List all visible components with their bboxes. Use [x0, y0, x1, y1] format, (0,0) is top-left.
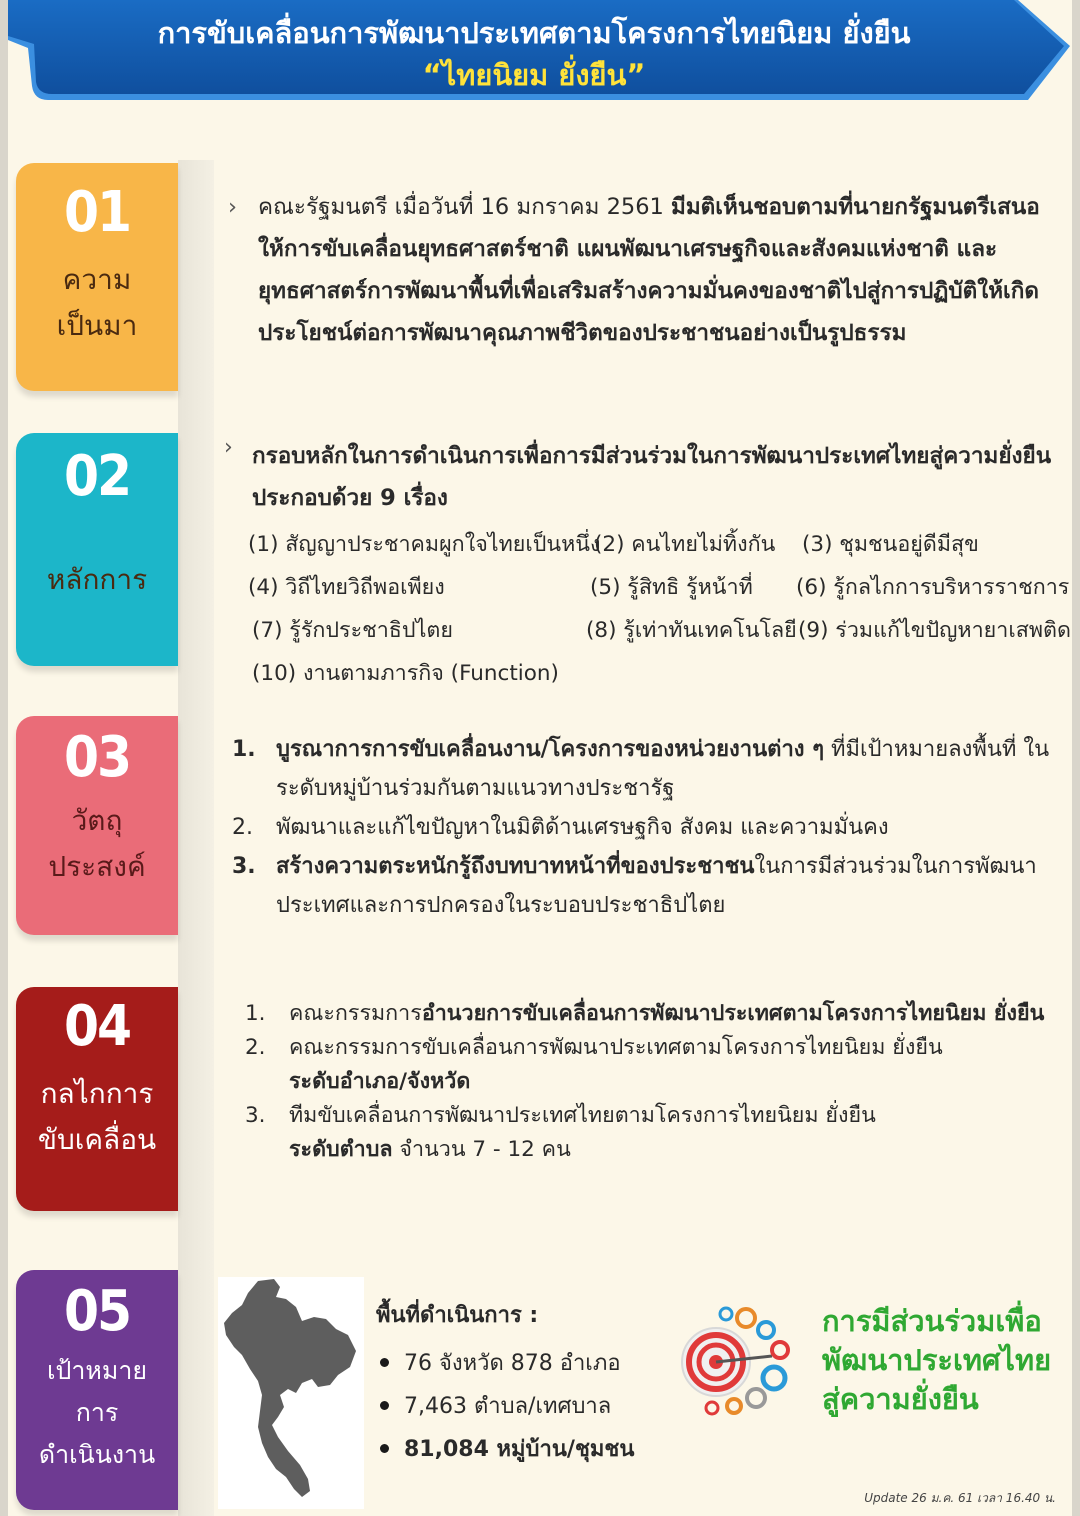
update-timestamp: Update 26 ม.ค. 61 เวลา 16.40 น. — [864, 1491, 1056, 1505]
list-item: 7,463 ตำบล/เทศบาล — [376, 1385, 676, 1428]
list-item: 76 จังหวัด 878 อำเภอ — [376, 1342, 676, 1385]
section-number: 04 — [63, 994, 131, 1059]
section-label: กลไกการ — [40, 1077, 154, 1110]
list-item: (5) รู้สิทธิ รู้หน้าที่ — [590, 575, 753, 600]
list-item: (9) ร่วมแก้ไขปัญหายาเสพติด — [798, 618, 1071, 643]
slogan-text: การมีส่วนร่วมเพื่อ พัฒนาประเทศไทย สู่ความยั่งยืน — [822, 1304, 1052, 1416]
list-item: (3) ชุมชนอยู่ดีมีสุข — [802, 532, 979, 557]
list-item: (2) คนไทยไม่ทิ้งกัน — [594, 532, 776, 557]
list-item: 2. พัฒนาและแก้ไขปัญหาในมิติด้านเศรษฐกิจ สังคม และความมั่นคง — [232, 815, 889, 840]
section-label: ประสงค์ — [48, 850, 146, 883]
section-tab-04 — [16, 987, 178, 1211]
section-number: 01 — [63, 180, 131, 245]
chevron-right-icon: › — [228, 194, 237, 220]
section-tab-05 — [16, 1270, 178, 1510]
section-tab-01 — [16, 163, 178, 391]
section-label: หลักการ — [46, 563, 148, 596]
page-subtitle: “ไทยนิยม ยั่งยืน” — [422, 58, 646, 92]
background-bold-text: มีมติเห็นชอบตามที่นายกรัฐมนตรีเสนอ ให้การขับเคลื่อนยุทธศาสตร์ชาติ แผนพัฒนาเศรษฐกิจและสังคมแห่งชาติ และยุทธศาสตร์การพัฒนาพื้นที่เพื่อเสริมสร้างความมั่นคงของชาติไปสู่การปฏิบัติให้เกิดประโยชน์ต่อการพัฒนาคุณภาพชีวิตของประชาชนอย่างเป็นรูปธรรม — [258, 194, 1040, 346]
targets-content — [376, 1296, 676, 1471]
section-label: เป็นมา — [56, 309, 138, 342]
list-item: (7) รู้รักประชาธิปไตย — [252, 618, 453, 643]
background-content — [228, 186, 1058, 354]
list-item: 2. คณะกรรมการขับเคลื่อนการพัฒนาประเทศตามโครงการไทยนิยม ยั่งยืน ระดับอำเภอ/จังหวัด — [245, 1035, 943, 1094]
list-item: 3. สร้างความตระหนักรู้ถึงบทบาทหน้าที่ของประชาชนในการมีส่วนร่วมในการพัฒนา ประเทศและการปกครองในระบอบประชาธิปไตย — [232, 854, 1037, 918]
thailand-map-icon — [218, 1277, 364, 1509]
objectives-content — [232, 730, 1062, 925]
section-label: ดำเนินงาน — [38, 1440, 156, 1469]
section-label: เป้าหมาย — [46, 1356, 148, 1385]
principles-list — [248, 527, 1071, 707]
section-divider — [178, 160, 214, 1516]
list-item: 3. ทีมขับเคลื่อนการพัฒนาประเทศไทยตามโครงการไทยนิยม ยั่งยืน ระดับตำบล จำนวน 7 - 12 คน — [245, 1103, 876, 1162]
targets-heading: พื้นที่ดำเนินการ : — [376, 1303, 539, 1328]
principles-heading: กรอบหลักในการดำเนินการเพื่อการมีส่วนร่วมในการพัฒนาประเทศไทยสู่ความยั่งยืน ประกอบด้วย 9 เรื่อง — [252, 443, 1052, 511]
page-title: การขับเคลื่อนการพัฒนาประเทศตามโครงการไทยนิยม ยั่งยืน — [157, 16, 911, 50]
section-label: ขับเคลื่อน — [37, 1123, 157, 1156]
section-label: การ — [75, 1398, 119, 1427]
header-banner — [8, 0, 1074, 106]
section-number: 02 — [63, 444, 131, 509]
section-tab-02 — [16, 433, 178, 666]
list-item: (1) สัญญาประชาคมผูกใจไทยเป็นหนึ่ง — [248, 532, 601, 557]
list-item: 1. คณะกรรมการอำนวยการขับเคลื่อนการพัฒนาประเทศตามโครงการไทยนิยม ยั่งยืน — [245, 1001, 1045, 1026]
section-number: 03 — [63, 725, 131, 790]
list-item: (8) รู้เท่าทันเทคโนโลยี — [586, 618, 797, 643]
background-paragraph: คณะรัฐมนตรี เมื่อวันที่ 16 มกราคม 2561 มีมติเห็นชอบตามที่นายกรัฐมนตรีเสนอ ให้การขับเคลื่อนยุทธศาสตร์ชาติ แผนพัฒนาเศรษฐกิจและสังคมแห่งชาติ และยุทธศาสตร์การพัฒนาพื้นที่เพื่อเสริมสร้างความมั่นคงของชาติไปสู่การปฏิบัติให้เกิดประโยชน์ต่อการพัฒนาคุณภาพชีวิตของประชาชนอย่างเป็นรูปธรรม — [258, 194, 1040, 346]
list-item: 81,084 หมู่บ้าน/ชุมชน — [376, 1428, 676, 1471]
principles-content — [224, 435, 1071, 707]
list-item: (6) รู้กลไกการบริหารราชการ — [796, 575, 1070, 600]
section-number: 05 — [63, 1279, 131, 1344]
section-label: ความ — [62, 263, 132, 296]
target-gears-icon — [676, 1300, 800, 1424]
list-item: (4) วิถีไทยวิถีพอเพียง — [248, 575, 445, 600]
list-item: (10) งานตามภารกิจ (Function) — [252, 661, 559, 686]
section-label: วัตถุ — [71, 804, 123, 837]
targets-list — [376, 1342, 676, 1471]
section-tab-03 — [16, 716, 178, 935]
chevron-right-icon: › — [224, 435, 233, 460]
list-item: 1. บูรณาการการขับเคลื่อนงาน/โครงการของหน่วยงานต่าง ๆ ที่มีเป้าหมายลงพื้นที่ ในระดับหมู่บ้านร่วมกันตามแนวทางประชารัฐ — [232, 737, 1050, 801]
mechanism-content — [245, 997, 1045, 1167]
